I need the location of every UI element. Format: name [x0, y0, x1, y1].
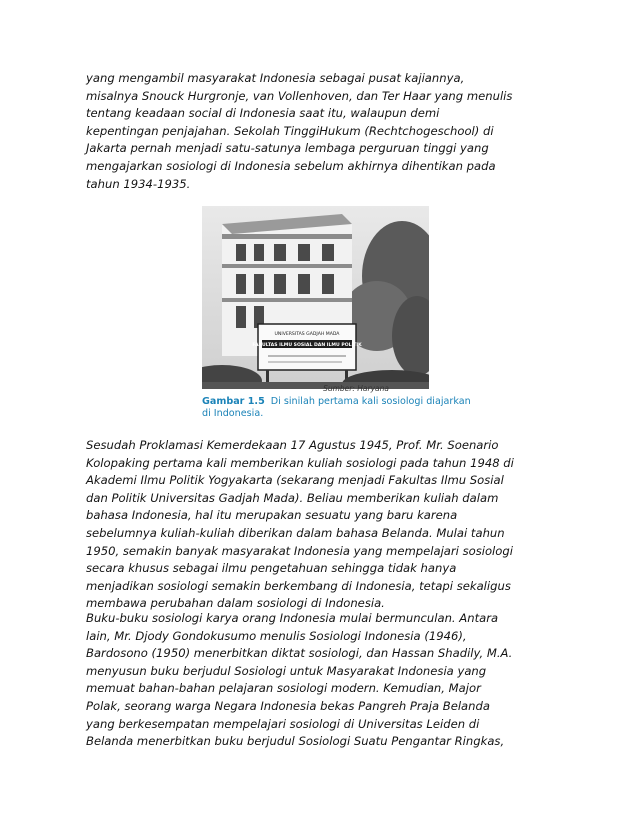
caption-text: Di sinilah pertama kali sosiologi diajarkan: [270, 396, 471, 407]
figure-caption: [202, 396, 471, 420]
text-line: membawa perubahan dalam sosiologi di Indonesia.: [86, 596, 385, 611]
building-photo: [202, 206, 429, 389]
text-line: Jakarta pernah menjadi satu-satunya lembaga perguruan tinggi yang: [86, 141, 489, 156]
building-photo-illustration: [202, 206, 429, 389]
text-line: yang berkesempatan mempelajari sosiologi di Universitas Leiden di: [86, 716, 480, 731]
text-line: kepentingan penjajahan. Sekolah TinggiHukum (Rechtchogeschool) di: [86, 123, 494, 138]
text-line: memuat bahan-bahan pelajaran sosiologi modern. Kemudian, Major: [86, 681, 481, 696]
caption-line: [202, 396, 471, 408]
sign-line-2: FAKULTAS ILMU SOSIAL DAN ILMU POLITIK: [252, 343, 362, 348]
text-line: yang mengambil masyarakat Indonesia sebagai pusat kajiannya,: [86, 71, 465, 85]
text-line: tentang keadaan social di Indonesia saat itu, walaupun demi: [86, 106, 440, 121]
photo-credit: Sumber: Haryana: [323, 384, 389, 393]
text-line: Polak, seorang warga Negara Indonesia bekas Pangreh Praja Belanda: [86, 698, 490, 713]
text-line: sebelumnya kuliah-kuliah diberikan dalam bahasa Belanda. Mulai tahun: [86, 525, 505, 540]
sign-line-1: UNIVERSITAS GADJAH MADA: [274, 332, 340, 337]
text-line: Kolopaking pertama kali memberikan kuliah sosiologi pada tahun 1948 di: [86, 455, 514, 470]
text-line: misalnya Snouck Hurgronje, van Vollenhoven, dan Ter Haar yang menulis: [86, 88, 513, 103]
caption-label: Gambar 1.5: [202, 396, 265, 407]
paragraph-intro: [86, 70, 556, 193]
caption-line-2: di Indonesia.: [202, 408, 264, 419]
paragraph-buku-sosiologi: [86, 610, 556, 751]
text-line: tahun 1934-1935.: [86, 176, 191, 191]
text-line: Buku-buku sosiologi karya orang Indonesia mulai bermunculan. Antara: [86, 611, 499, 625]
text-line: menyusun buku berjudul Sosiologi untuk Masyarakat Indonesia yang: [86, 663, 487, 678]
text-line: 1950, semakin banyak masyarakat Indonesia yang mempelajari sosiologi: [86, 543, 513, 558]
text-line: menjadikan sosiologi semakin berkembang di Indonesia, tetapi sekaligus: [86, 578, 511, 593]
text-line: Sesudah Proklamasi Kemerdekaan 17 Agustus 1945, Prof. Mr. Soenario: [86, 438, 499, 452]
figure-gambar-1-5: [202, 206, 471, 434]
text-line: secara khusus sebagai ilmu pengetahuan sehingga tidak hanya: [86, 561, 457, 576]
paragraph-proklamasi: [86, 437, 556, 613]
text-line: lain, Mr. Djody Gondokusumo menulis Sosiologi Indonesia (1946),: [86, 628, 467, 643]
text-line: Belanda menerbitkan buku berjudul Sosiologi Suatu Pengantar Ringkas,: [86, 734, 505, 749]
text-line: mengajarkan sosiologi di Indonesia sebelum akhirnya dihentikan pada: [86, 158, 496, 173]
text-line: bahasa Indonesia, hal itu merupakan sesuatu yang baru karena: [86, 508, 458, 523]
text-line: Akademi Ilmu Politik Yogyakarta (sekarang menjadi Fakultas Ilmu Sosial: [86, 473, 504, 488]
text-line: dan Politik Universitas Gadjah Mada). Beliau memberikan kuliah dalam: [86, 490, 499, 505]
text-line: Bardosono (1950) menerbitkan diktat sosiologi, dan Hassan Shadily, M.A.: [86, 646, 513, 661]
